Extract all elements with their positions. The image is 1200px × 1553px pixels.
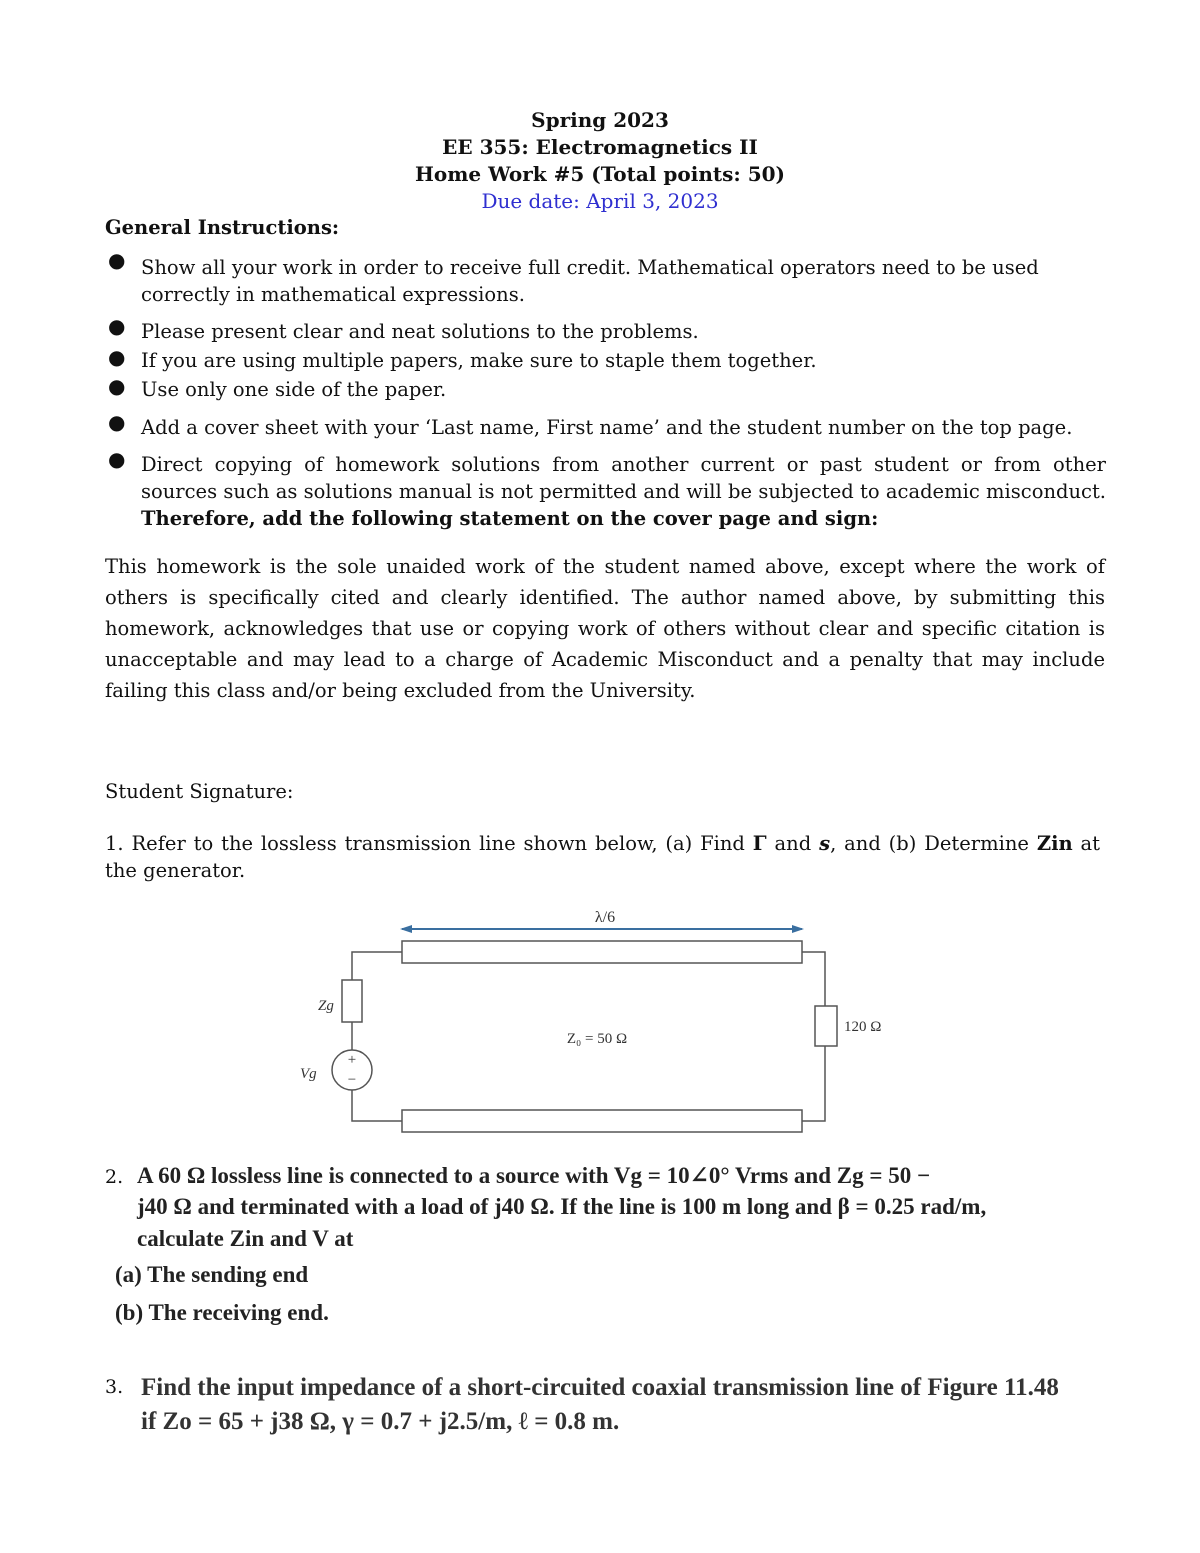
right-wire-top	[802, 952, 825, 1006]
q2-line-2: j40 Ω and terminated with a load of j40 Ω. If the line is 100 m long and β = 0.25 rad/m,	[137, 1194, 987, 1219]
instruction-item-text: Direct copying of homework solutions from another current or past student or from other sources such as solutions manual is not permitted and will be subjected to academic misconduct.	[141, 453, 1106, 503]
instruction-item: Show all your work in order to receive full credit. Mathematical operators need to be used correctly in mathematical expressions.	[141, 256, 1039, 306]
z0-label: Z₀ = 50 Ω	[566, 1031, 628, 1047]
q1-number: 1.	[105, 832, 124, 855]
q3-line-1: Find the input impedance of a short-circuited coaxial transmission line of Figure 11.48	[141, 1374, 1059, 1401]
signature-label: Student Signature:	[105, 780, 294, 803]
length-label: λ/6	[594, 909, 616, 926]
minus-sign: −	[347, 1072, 357, 1088]
bullet-icon: ●	[108, 248, 126, 272]
q2-number: 2.	[105, 1166, 124, 1188]
bottom-conductor	[402, 1110, 802, 1132]
q2-line-1: A 60 Ω lossless line is connected to a source with Vg = 10∠0° Vrms and Zg = 50 −	[137, 1163, 931, 1188]
q1-s: s	[819, 832, 831, 855]
bullet-icon: ●	[108, 345, 126, 369]
q3-line-2: if Zo = 65 + j38 Ω, γ = 0.7 + j2.5/m, ℓ = 0.8 m.	[141, 1408, 620, 1435]
q1-zin: Zin	[1036, 832, 1073, 855]
assignment-heading: Home Work #5 (Total points: 50)	[415, 162, 785, 186]
q1-gamma: Γ	[752, 832, 767, 855]
q2-part-b: (b) The receiving end.	[115, 1300, 329, 1325]
load-label: 120 Ω	[844, 1019, 882, 1035]
arrow-left-icon	[400, 925, 412, 933]
bullet-icon: ●	[108, 314, 126, 338]
left-wire-top	[352, 952, 402, 980]
vg-label: Vg	[300, 1066, 317, 1082]
instruction-item: Please present clear and neat solutions to the problems.	[141, 320, 699, 343]
top-conductor	[402, 941, 802, 963]
zg-label: Zg	[318, 998, 334, 1014]
instruction-item-last	[141, 451, 1106, 532]
course-heading: EE 355: Electromagnetics II	[442, 135, 758, 159]
question-2	[105, 1162, 1105, 1334]
integrity-statement: This homework is the sole unaided work of the student named above, except where the work of others is specifically cited and clearly identified. The author named above, by submitting this homework, acknowledges that use or copying work of others without clear and specific citation is unacceptable and may lead to a charge of Academic Misconduct and a penalty that may include failing this class and/or being excluded from the University.	[105, 555, 1105, 702]
bullet-icon: ●	[108, 410, 126, 434]
q1-text-b: , and (b) Determine	[830, 832, 1029, 855]
q1-text-a: Refer to the lossless transmission line shown below, (a) Find	[131, 832, 745, 855]
plus-sign: +	[347, 1052, 357, 1068]
instruction-item: If you are using multiple papers, make sure to staple them together.	[141, 349, 817, 372]
q1-and: and	[774, 832, 812, 855]
q2-part-a: (a) The sending end	[115, 1262, 309, 1287]
bullet-icon: ●	[108, 374, 126, 398]
arrow-right-icon	[792, 925, 804, 933]
instruction-item-bold: Therefore, add the following statement on the cover page and sign:	[141, 507, 879, 530]
due-date: Due date: April 3, 2023	[481, 189, 719, 213]
right-wire-bottom	[802, 1046, 825, 1121]
q2-line-3: calculate Zin and V at	[137, 1226, 354, 1251]
bullet-icon: ●	[108, 447, 126, 471]
instruction-item: Use only one side of the paper.	[141, 378, 447, 401]
question-3	[105, 1374, 1115, 1436]
left-wire-bottom	[352, 1090, 402, 1121]
q3-number: 3.	[105, 1376, 124, 1398]
instruction-item: Add a cover sheet with your ‘Last name, First name’ and the student number on the top page.	[141, 416, 1073, 439]
instructions-title: General Instructions:	[105, 216, 340, 239]
q1-text-c: at the generator.	[105, 832, 1100, 882]
term-heading: Spring 2023	[531, 108, 669, 132]
load-resistor	[815, 1006, 837, 1046]
question-1	[105, 830, 1100, 884]
zg-resistor	[342, 980, 362, 1022]
transmission-line-diagram	[290, 900, 910, 1150]
